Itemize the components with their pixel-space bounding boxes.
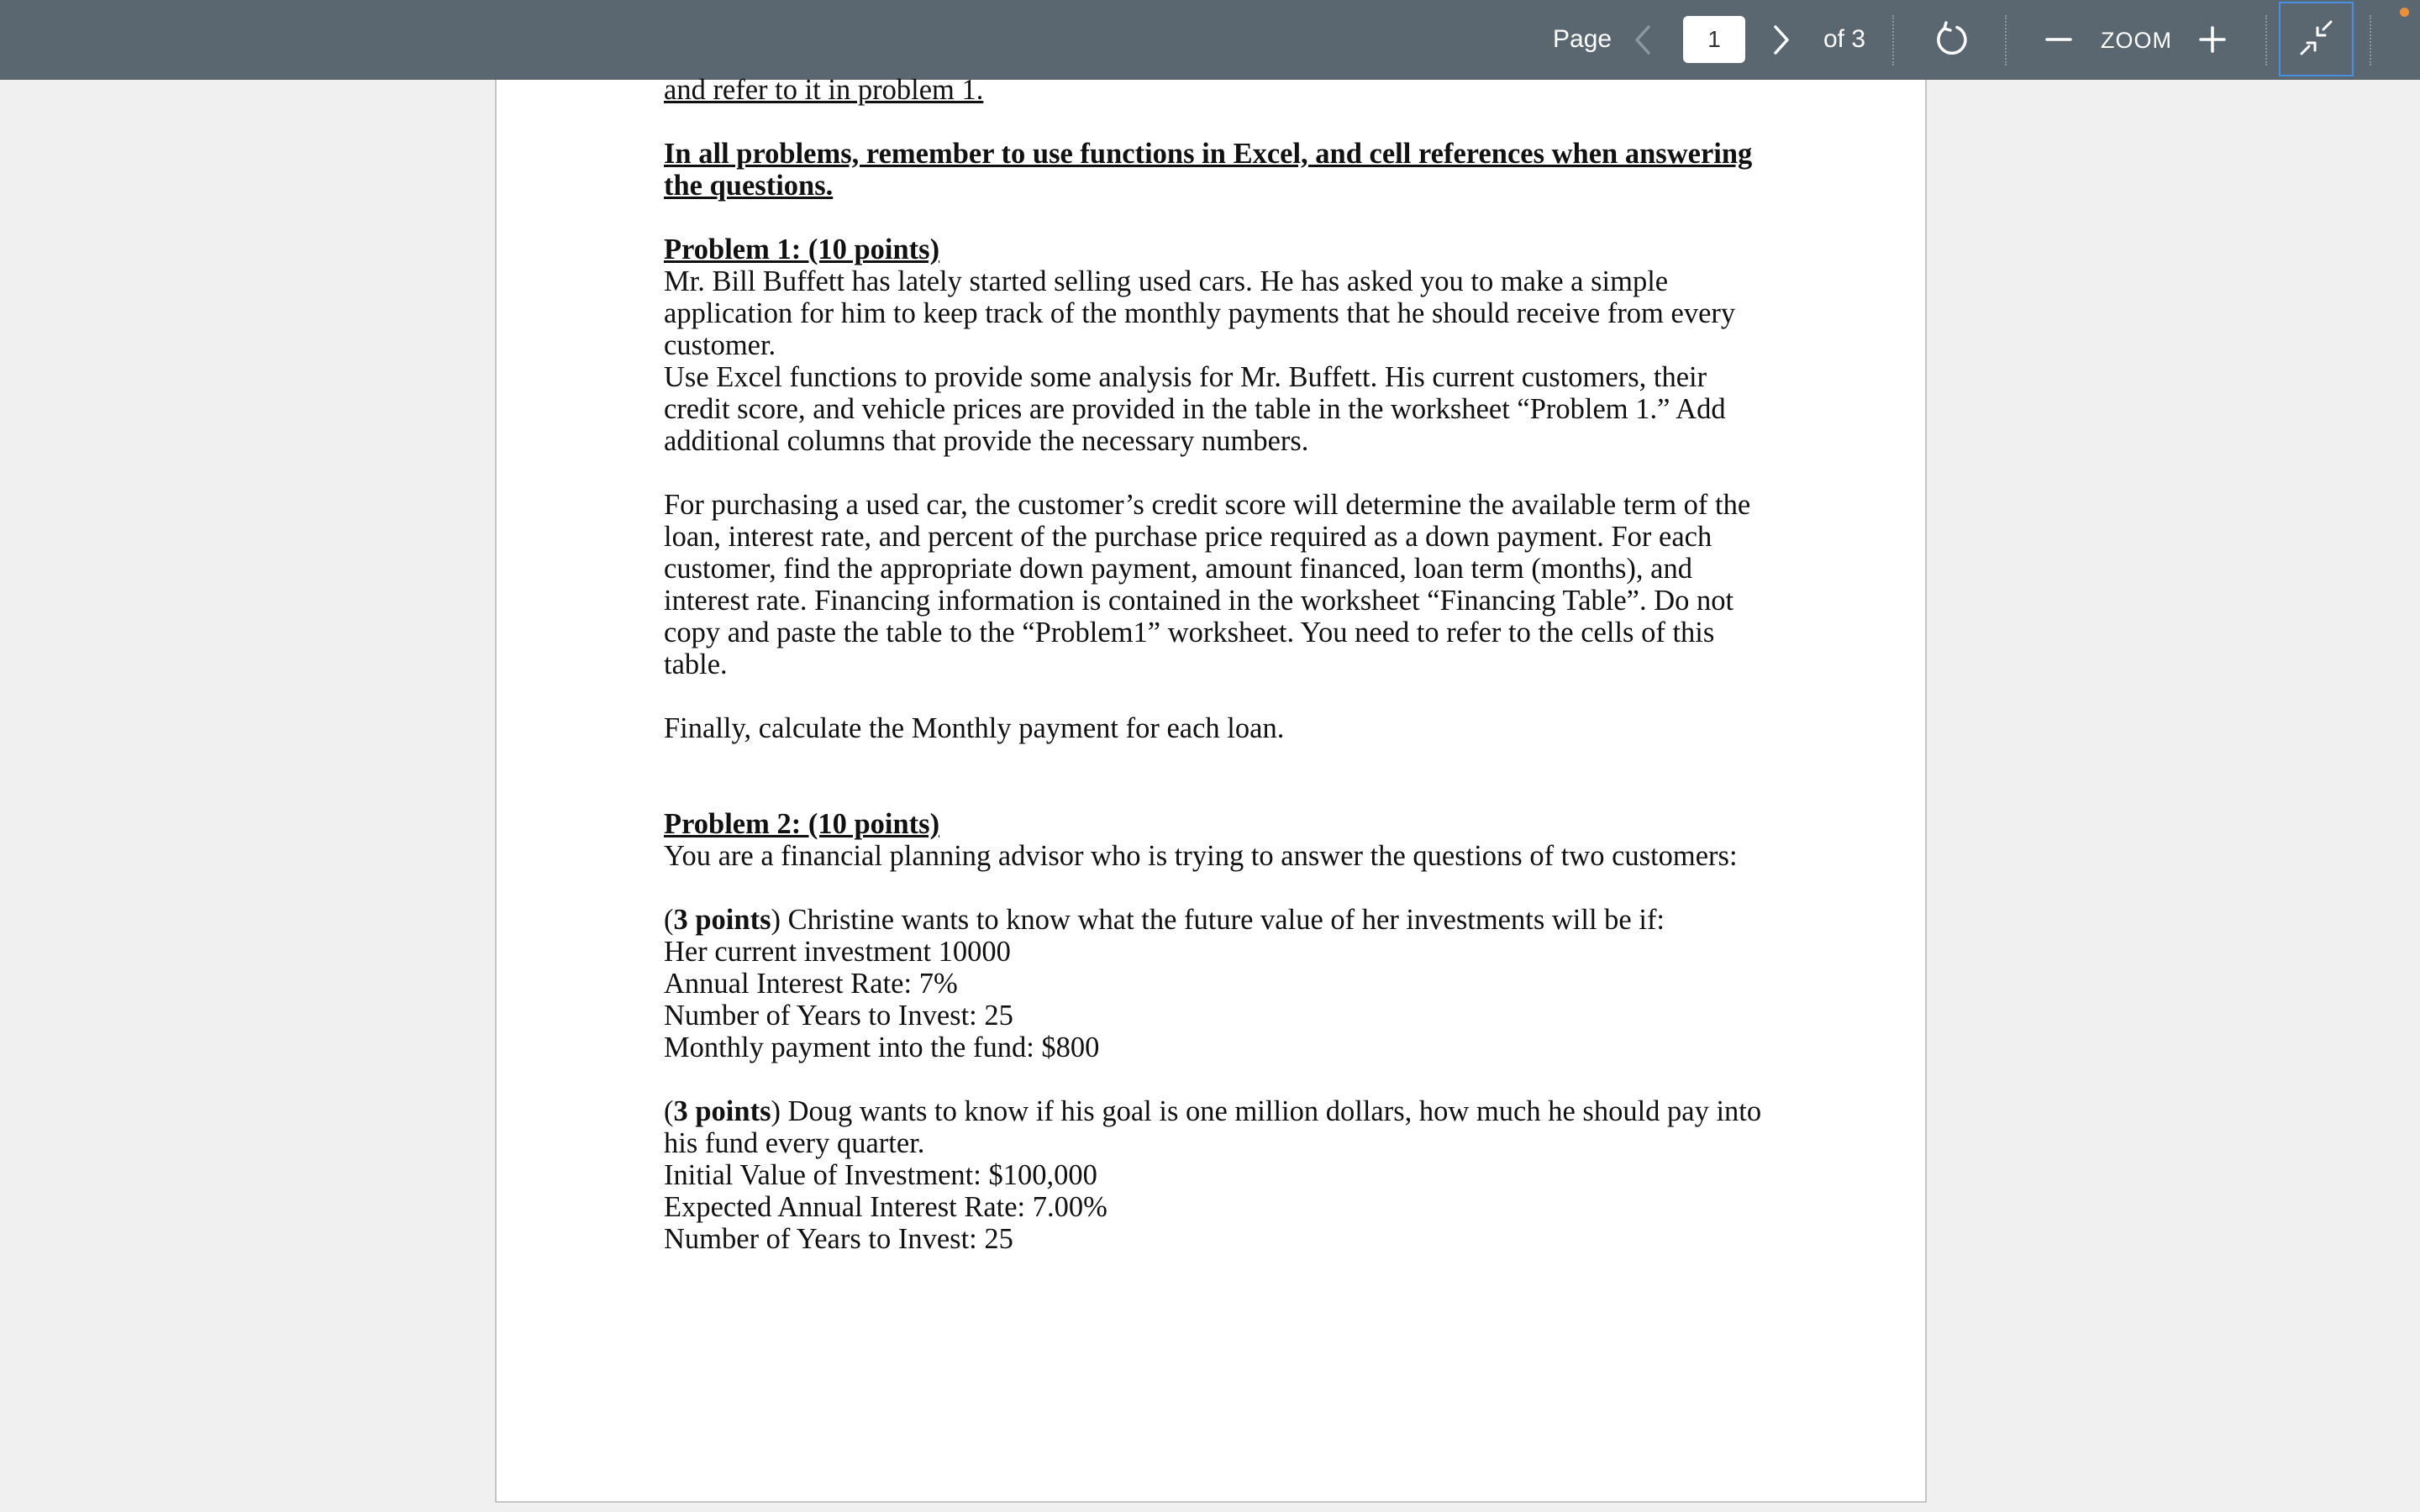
part1-line: Number of Years to Invest: 25 xyxy=(664,1000,1013,1032)
toolbar-divider xyxy=(2370,15,2371,66)
notification-dot xyxy=(2400,8,2409,17)
problem2-intro: You are a financial planning advisor who is trying to answer the questions of two customers: xyxy=(664,840,1738,872)
problem1-paragraph: Mr. Bill Buffett has lately started selling used cars. He has asked you to make a simple application for him to keep track of the monthly payments that he should receive from every customer. xyxy=(664,265,1736,361)
part2-line: Expected Annual Interest Rate: 7.00% xyxy=(664,1191,1107,1223)
chevron-right-icon xyxy=(1765,21,1798,59)
points-label: 3 points xyxy=(673,1095,771,1127)
part-text: ) Christine wants to know what the future value of her investments will be if: xyxy=(771,904,1665,936)
rotate-icon xyxy=(1931,18,1973,60)
problem1-paragraph: Finally, calculate the Monthly payment for each loan. xyxy=(664,712,1285,744)
toolbar-divider xyxy=(2005,15,2007,66)
toolbar-divider xyxy=(1892,15,1894,66)
part1-line: Monthly payment into the fund: $800 xyxy=(664,1032,1100,1063)
plus-icon xyxy=(2191,18,2233,60)
page-count: of 3 xyxy=(1823,25,1866,53)
problem2-part2: (3 points) Doug wants to know if his goal is one million dollars, how much he should pay into his fund every quarter. xyxy=(664,1095,1762,1159)
exit-fullscreen-icon xyxy=(2281,3,2352,75)
pdf-toolbar xyxy=(0,0,2420,80)
part2-line: Number of Years to Invest: 25 xyxy=(664,1223,1013,1255)
rotate-button[interactable] xyxy=(1931,18,1973,60)
problem1-heading: Problem 1: (10 points) xyxy=(664,234,940,265)
page-label: Page xyxy=(1553,25,1612,53)
part1-line: Her current investment 10000 xyxy=(664,936,1011,968)
document-content xyxy=(664,74,1773,1255)
previous-page-button[interactable] xyxy=(1626,21,1660,59)
problem1-paragraph: Use Excel functions to provide some analysis for Mr. Buffett. His current customers, their credit score, and vehicle prices are provided in the table in the worksheet “Problem 1.” Add additional columns that provide the necessary numbers. xyxy=(664,361,1726,457)
zoom-label: ZOOM xyxy=(2101,28,2172,53)
part1-line: Annual Interest Rate: 7% xyxy=(664,968,958,1000)
instructions-note: In all problems, remember to use functions in Excel, and cell references when answering the questions. xyxy=(664,138,1753,202)
next-page-button[interactable] xyxy=(1765,21,1798,59)
toolbar-divider xyxy=(2265,15,2267,66)
page-number-input[interactable] xyxy=(1683,16,1745,63)
problem2-part1: (3 points) Christine wants to know what the future value of her investments will be if: xyxy=(664,904,1665,936)
intro-tail: and refer to it in problem 1. xyxy=(664,74,984,106)
problem1-paragraph: For purchasing a used car, the customer’s credit score will determine the available term of the loan, interest rate, and percent of the purchase price required as a down payment. For each customer, find the appropriate down payment, amount financed, loan term (months), and interest rate. Financing information is contained in the worksheet “Financing Table”. Do not copy and paste the table to the “Problem1” worksheet. You need to refer to the cells of this table. xyxy=(664,489,1751,680)
zoom-in-button[interactable] xyxy=(2191,18,2233,60)
zoom-out-button[interactable] xyxy=(2038,18,2080,60)
problem2-heading: Problem 2: (10 points) xyxy=(664,808,940,840)
part2-line: Initial Value of Investment: $100,000 xyxy=(664,1159,1097,1191)
minus-icon xyxy=(2038,18,2080,60)
exit-fullscreen-button[interactable] xyxy=(2279,2,2354,76)
points-label: 3 points xyxy=(673,904,771,936)
chevron-left-icon xyxy=(1626,21,1660,59)
part-text: ) Doug wants to know if his goal is one million dollars, how much he should pay into his fund every quarter. xyxy=(664,1095,1762,1159)
